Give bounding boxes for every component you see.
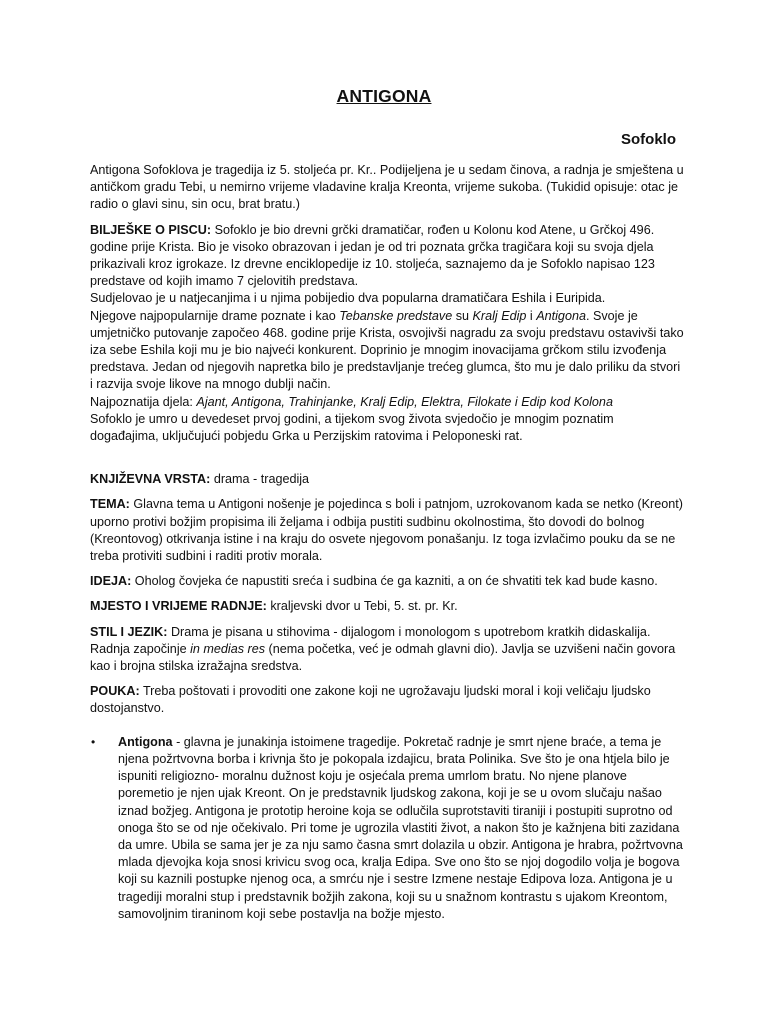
genre-text: drama - tragedija — [210, 472, 310, 487]
works-list: Ajant, Antigona, Trahinjanke, Kralj Edip, Elektra, Filokate i Edip kod Kolona — [196, 394, 613, 409]
character-description: - glavna je junakinja istoimene tragedije. Pokretač radnje je smrt njene braće, a tema je njena požrtvovna borba i krivnja što je pokopala izdajicu, brata Polinika. Sve što je ona htjela bilo je ispuniti religiozno- moralnu dužnost koju je osjećala prema umrlom bratu. No njene planove poremetio je njen ujak Kreont. On je predstavnik ljudskog zakona, koji je se u ovom slučaju našao iznad božjeg. Antigona je prototip heroine koja se odlučila suprotstaviti tiraniji i postupiti suprotno od onoga što se od nje očekivalo. Pri tome je ugrozila vlastiti život, a nakon što je kažnjena biti zazidana da umre. Ubila se sama jer je za nju samo časna smrt dolazila u obzir. Antigona je hrabra, požrtvovna mlada djevojka koja snosi krivicu svog oca, kralja Edipa. Sve ono što se njoj dogodilo volja je bogova koji su kaznili postupke njenog oca, a smrću nje i sestre Izmene nestaje Edipova loza. Antigona je u tragediji moralni stup i predstavnik božjih zakona, koji su u snažnom kontrastu s ujakom Kreontom, samovoljnim tiraninom koji sebe postavlja na božje mjesto. — [118, 734, 683, 921]
setting-text: kraljevski dvor u Tebi, 5. st. pr. Kr. — [266, 599, 458, 614]
biography-text-3c: su — [452, 308, 473, 323]
biography-heading: BILJEŠKE O PISCU: — [90, 222, 212, 237]
bullet-icon: • — [91, 734, 96, 749]
character-list — [90, 734, 684, 923]
lesson-paragraph — [90, 683, 684, 717]
death-paragraph: Sofoklo je umro u devedeset prvoj godini, a tijekom svog života svjedočio je mnogim poznatim događajima, uključujući pobjedu Grka u Perzijskim ratovima i Peloponeski rat. — [90, 411, 614, 444]
character-name: Antigona — [118, 734, 173, 749]
genre-label: KNJIŽEVNA VRSTA: — [90, 472, 211, 487]
idea-text: Oholog čovjeka će napustiti sreća i sudbina će ga kazniti, a on će shvatiti tek kad bude kasno. — [131, 574, 658, 589]
biography-text-3g: . Svoje je umjetničko putovanje započeo 468. godine prije Krista, osvojivši nagradu za svoju predstavu ostavivši tako iza sebe Eshila koji mu je bio najveći konkurent. Doprinio je mnogim inovacijama grčkom stilu izvođenja predstava. Jedan od njegovih napretka bilo je predstavljanje trećeg glumca, što mu je dalo priliku da stvori i razvija svoje likove na mnogo dublji način. — [90, 308, 684, 392]
genre-paragraph — [90, 471, 684, 488]
works-label: Najpoznatija djela: — [90, 394, 197, 409]
theme-paragraph — [90, 496, 684, 565]
biography-text-3e: i — [526, 308, 537, 323]
biography-text-3a: Njegove najpopularnije drame poznate i kao — [90, 308, 340, 323]
style-label: STIL I JEZIK: — [90, 624, 168, 639]
works-paragraph — [90, 394, 684, 411]
idea-paragraph — [90, 573, 684, 590]
theme-text: Glavna tema u Antigoni nošenje je pojedinca s boli i patnjom, uzrokovanom kada se netko (Kreont) uporno protivi božjim propisima ili željama i odbija pustiti sudbinu okolnostima, što dovodi do bolnog (Kreontovog) otkrivanja istine i na kraju do osvete njegovom ponašanju. Iz toga izvlačimo pouku da se ne treba protiviti sudbini i raditi protiv morala. — [90, 497, 683, 564]
lesson-label: POUKA: — [90, 684, 140, 699]
document-author: Sofoklo — [621, 131, 676, 148]
style-paragraph — [90, 624, 684, 676]
intro-paragraph: Antigona Sofoklova je tragedija iz 5. stoljeća pr. Kr.. Podijeljena je u sedam činova, a radnja je smještena u antičkom gradu Tebi, u nemirno vrijeme vladavine kralja Kreonta, vrijeme sukoba. (Tukidid opisuje: otac je radio o glavi sinu, sin ocu, brat bratu.) — [90, 163, 684, 212]
biography-paragraph-3 — [90, 308, 684, 394]
document-title: ANTIGONA — [336, 86, 432, 106]
style-text-c: (nema početka, već je odmah glavni dio). Javlja se uzvišeni način govora kao i brojna stilska izražajna sredstva. — [90, 641, 676, 674]
biography-paragraph-2: Sudjelovao je u natjecanjima i u njima pobijedio dva popularna dramatičara Eshila i Euripida. — [90, 291, 606, 306]
idea-label: IDEJA: — [90, 574, 132, 589]
setting-paragraph — [90, 598, 684, 615]
biography-term-oedipus: Kralj Edip — [472, 308, 527, 323]
biography-term-theban-plays: Tebanske predstave — [339, 308, 453, 323]
theme-label: TEMA: — [90, 497, 130, 512]
lesson-text: Treba poštovati i provoditi one zakone koji ne ugrožavaju ljudski moral i koji veličaju ljudsko dostojanstvo. — [90, 684, 651, 716]
biography-term-antigone: Antigona — [536, 308, 586, 323]
biography-paragraph-1 — [90, 222, 684, 291]
document-body — [90, 162, 684, 923]
style-term-in-medias-res: in medias res — [190, 641, 266, 656]
biography-text-1: Sofoklo je bio drevni grčki dramatičar, rođen u Kolonu kod Atene, u Grčkoj 496. godine prije Krista. Bio je visoko obrazovan i jedan je od tri poznata grčka tragičara koji su svoja djela prikazivali kroz igrokaze. Iz drevne enciklopedije iz 10. stoljeća, saznajemo da je Sofoklo napisao 123 predstave od kojih imamo 7 cjelovitih predstava. — [90, 222, 655, 289]
list-item — [90, 734, 684, 923]
setting-label: MJESTO I VRIJEME RADNJE: — [90, 599, 267, 614]
style-text-a: Drama je pisana u stihovima - dijalogom i monologom s upotrebom kratkih didaskalija. Radnja započinje — [90, 624, 651, 656]
